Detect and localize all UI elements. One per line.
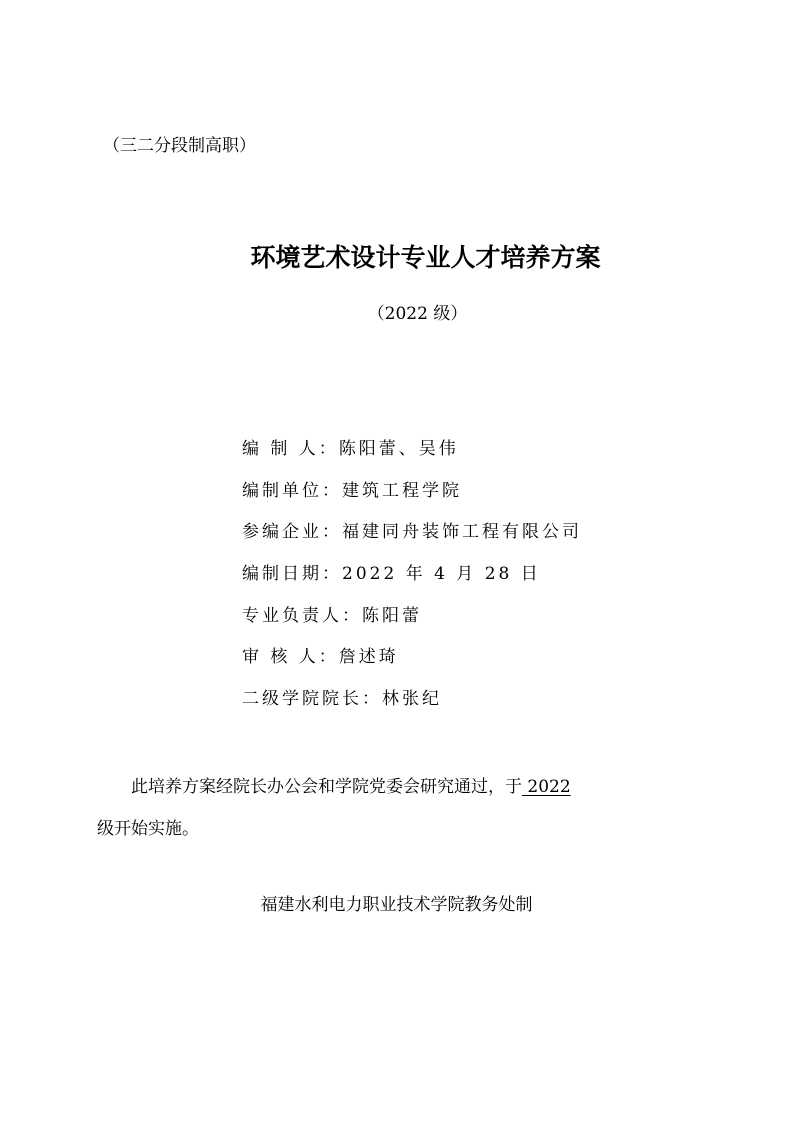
- info-row-compiler: [242, 434, 459, 459]
- info-row-reviewer: [242, 642, 399, 667]
- info-label: 编制单位：: [242, 481, 342, 501]
- document-title: 环境艺术设计专业人才培养方案: [250, 243, 601, 272]
- info-value: 林张纪: [382, 689, 442, 709]
- info-value: 陈阳蕾、吴伟: [338, 439, 459, 459]
- info-label: 参编企业：: [242, 522, 342, 542]
- info-label: 编 制 人：: [242, 439, 339, 459]
- info-value: 陈阳蕾: [362, 606, 422, 626]
- info-row-compile-date: [242, 559, 541, 584]
- statement-year-fill: 2022: [522, 777, 571, 797]
- info-value: 建筑工程学院: [342, 481, 462, 501]
- approval-statement: [97, 766, 707, 850]
- statement-text-before: 此培养方案经院长办公会和学院党委会研究通过，于: [131, 777, 522, 797]
- info-row-compiling-unit: [242, 476, 462, 501]
- info-label: 二级学院院长：: [242, 689, 382, 709]
- issuer-line: 福建水利电力职业技术学院教务处制: [260, 895, 533, 915]
- info-value: 2022 年 4 月 28 日: [342, 564, 541, 584]
- program-type-label: （三二分段制高职）: [103, 136, 256, 156]
- info-value: 福建同舟装饰工程有限公司: [342, 522, 582, 542]
- info-label: 审 核 人：: [242, 647, 339, 667]
- grade-label: （2022 级）: [367, 304, 468, 324]
- info-row-program-lead: [242, 601, 422, 626]
- info-row-participating-enterprise: [242, 517, 582, 542]
- info-label: 编制日期：: [242, 564, 342, 584]
- statement-text-after: 级开始实施。: [97, 819, 199, 839]
- info-row-dean: [242, 684, 442, 709]
- info-label: 专业负责人：: [242, 606, 362, 626]
- info-value: 詹述琦: [338, 647, 399, 667]
